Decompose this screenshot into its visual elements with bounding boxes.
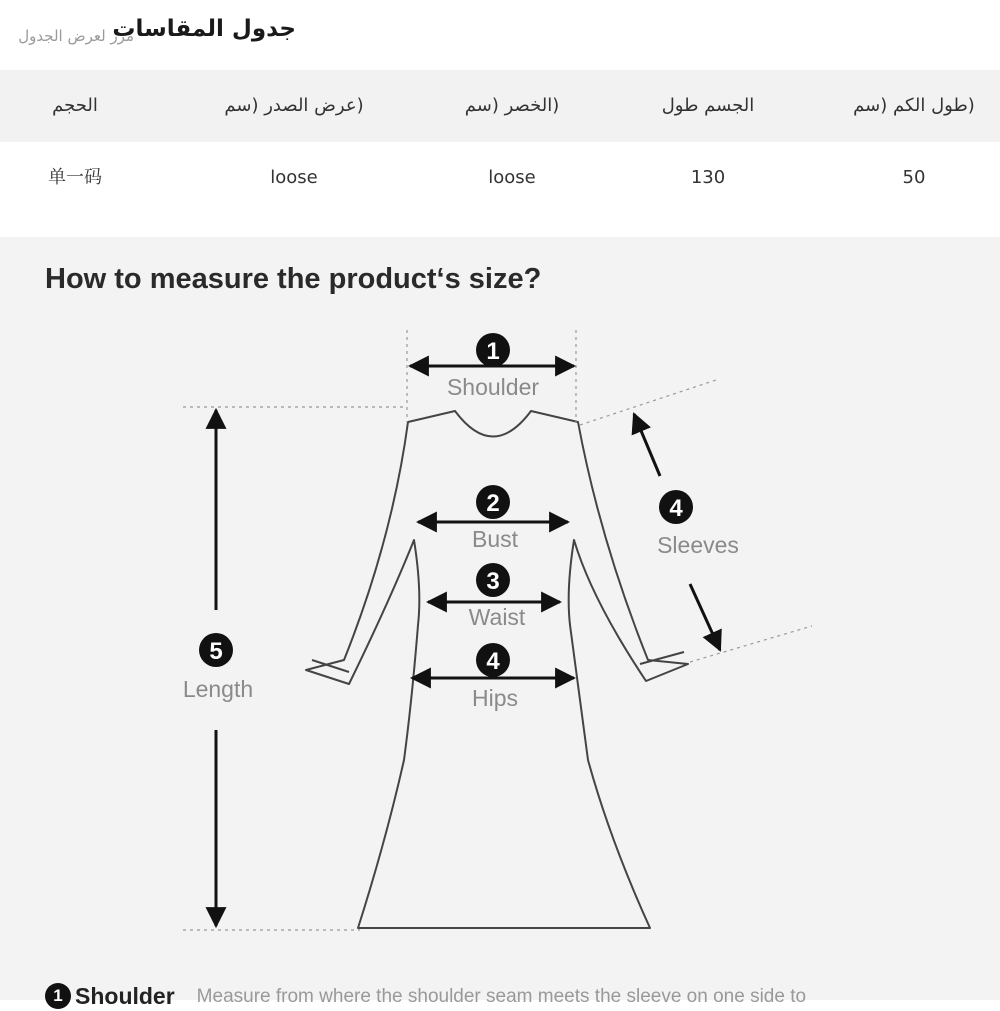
label-waist <box>469 563 526 630</box>
guide-title: How to measure the product‘s size? <box>45 263 542 295</box>
badge-shoulder-num: 1 <box>486 338 500 365</box>
table-cell-bust: loose <box>270 167 318 188</box>
sleeve-arrow-top <box>634 414 660 476</box>
label-sleeves <box>657 490 739 558</box>
guide-lines <box>183 330 812 930</box>
label-length-text: Length <box>182 676 254 702</box>
footnote-description: Measure from where the shoulder seam meets the sleeve on one side to <box>196 986 807 1007</box>
column-header-size: الحجم <box>52 95 98 116</box>
badge-hips-num: 4 <box>486 648 500 675</box>
footnote-name: Shoulder <box>75 983 175 1009</box>
sleeve-arrow-bottom <box>690 584 720 650</box>
column-header-length: الجسم طول <box>661 95 755 116</box>
badge-bust-num: 2 <box>486 490 500 517</box>
label-shoulder-text: Shoulder <box>446 374 540 400</box>
column-header-waist: (الخصر (سم <box>464 95 560 116</box>
page-title: جدول المقاسات <box>112 16 296 42</box>
scroll-hint: مرر لعرض الجدول <box>18 27 134 45</box>
label-waist-text: Waist <box>468 604 526 630</box>
column-header-bust: (عرض الصدر (سم <box>224 95 364 116</box>
badge-sleeves-num: 4 <box>669 495 683 522</box>
table-cell-length: 130 <box>690 167 726 188</box>
table-cell-waist: loose <box>488 167 536 188</box>
label-bust <box>472 485 519 552</box>
label-hips-text: Hips <box>471 685 519 711</box>
column-header-sleeve: (طول الكم (سم <box>853 95 975 116</box>
label-length <box>183 633 253 702</box>
table-cell-size: 单一码 <box>48 167 102 188</box>
table-cell-sleeve: 50 <box>902 167 926 188</box>
footnote-shoulder <box>45 983 806 1011</box>
badge-length-num: 5 <box>209 638 223 665</box>
label-bust-text: Bust <box>471 526 519 552</box>
label-sleeves-text: Sleeves <box>657 532 739 558</box>
badge-waist-num: 3 <box>486 568 500 595</box>
footnote-badge: 1 <box>45 983 71 1009</box>
measure-arrows <box>216 366 720 926</box>
